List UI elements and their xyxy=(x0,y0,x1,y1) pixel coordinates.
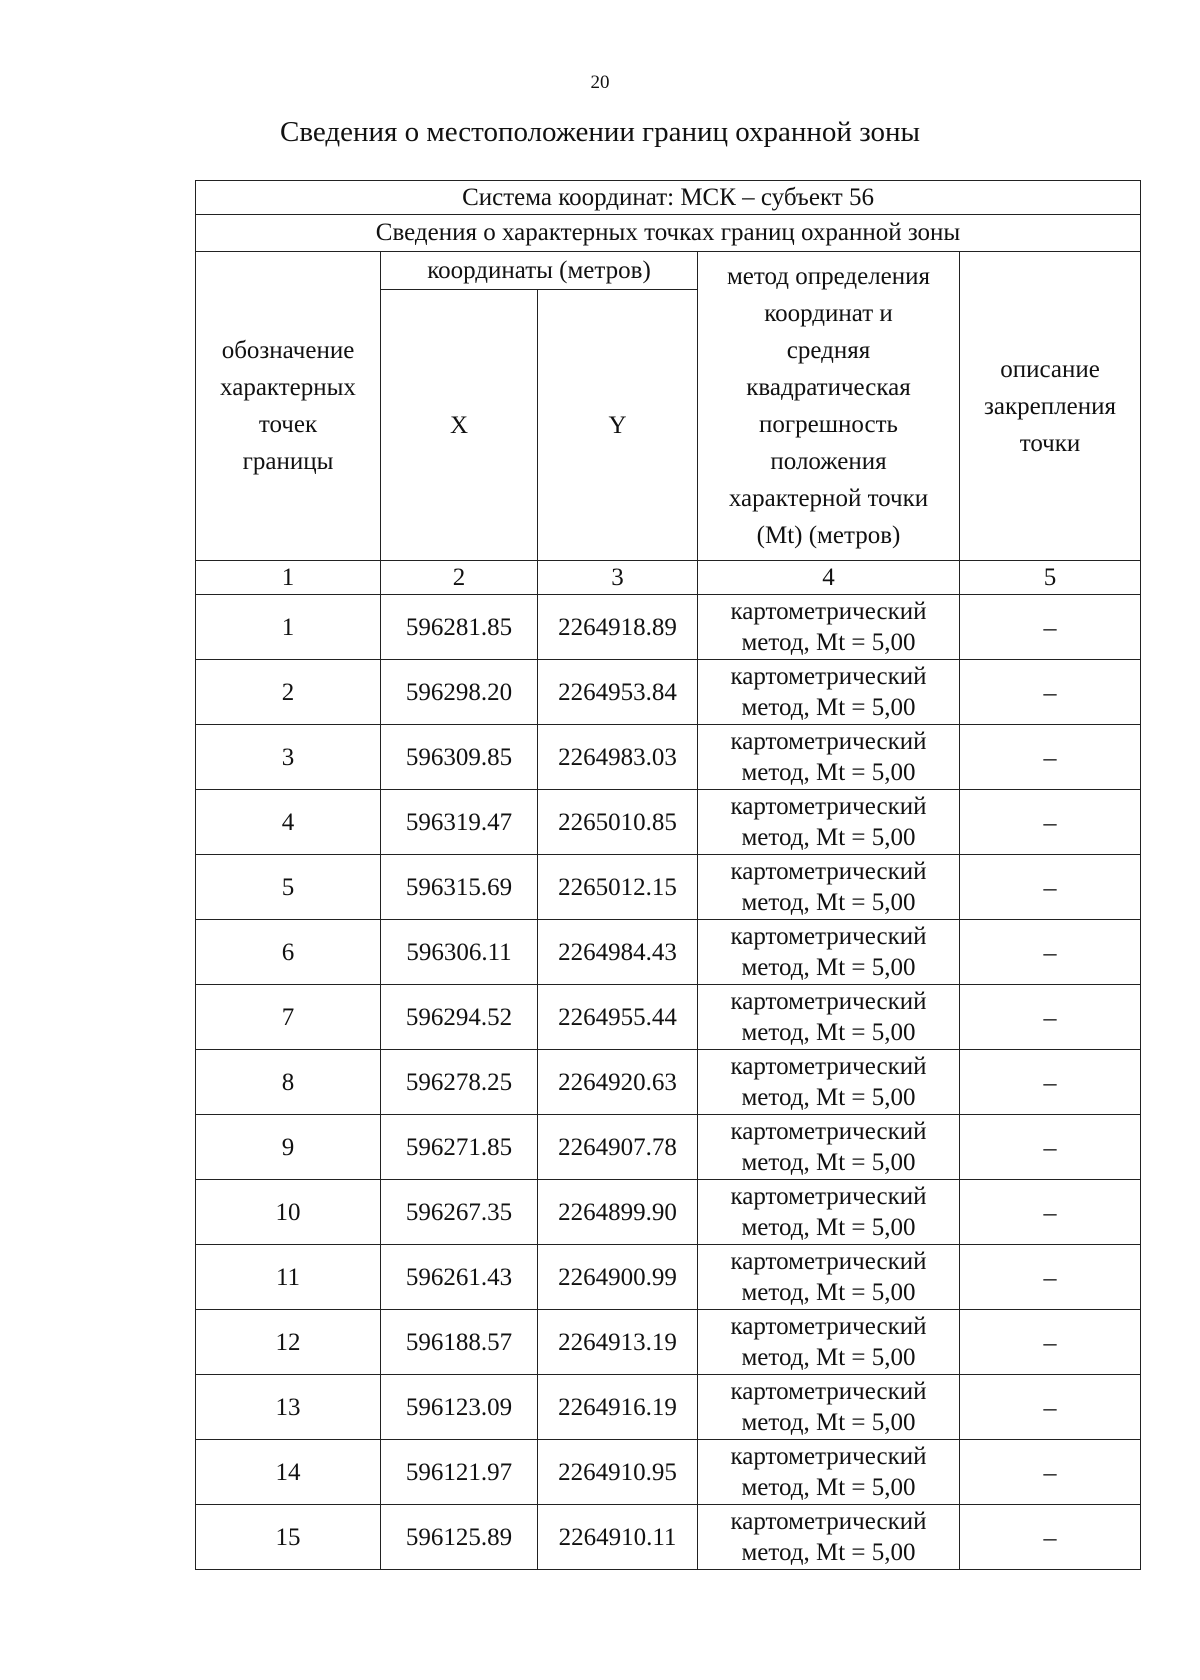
column-numbers-row xyxy=(196,561,1141,595)
method-line: картометрический xyxy=(730,1313,927,1340)
x-coordinate-cell: 596319.47 xyxy=(381,790,538,855)
x-coordinate-cell: 596267.35 xyxy=(381,1180,538,1245)
fixing-description-cell: – xyxy=(960,1180,1141,1245)
x-coordinate-cell: 596309.85 xyxy=(381,725,538,790)
y-coordinate-cell: 2264918.89 xyxy=(538,595,698,660)
x-coordinate-cell: 596125.89 xyxy=(381,1505,538,1570)
method-accuracy-line: метод, Mt = 5,00 xyxy=(741,1539,916,1566)
method-accuracy-line: метод, Mt = 5,00 xyxy=(741,759,916,786)
method-accuracy-line: метод, Mt = 5,00 xyxy=(741,1084,916,1111)
header-coordinates-group: координаты (метров) xyxy=(381,252,698,290)
x-coordinate-cell: 596298.20 xyxy=(381,660,538,725)
method-cell xyxy=(698,1505,960,1570)
header-y: Y xyxy=(538,290,698,561)
method-accuracy-line: метод, Mt = 5,00 xyxy=(741,824,916,851)
x-coordinate-cell: 596261.43 xyxy=(381,1245,538,1310)
header-text-line: положения xyxy=(770,448,887,475)
y-coordinate-cell: 2264920.63 xyxy=(538,1050,698,1115)
method-accuracy-line: метод, Mt = 5,00 xyxy=(741,1409,916,1436)
page-number: 20 xyxy=(590,72,610,93)
table-row xyxy=(196,1375,1141,1440)
header-row xyxy=(196,252,1141,290)
method-cell xyxy=(698,1115,960,1180)
method-cell xyxy=(698,725,960,790)
y-coordinate-cell: 2264913.19 xyxy=(538,1310,698,1375)
point-number-cell: 10 xyxy=(196,1180,381,1245)
column-number: 1 xyxy=(196,561,381,595)
method-accuracy-line: метод, Mt = 5,00 xyxy=(741,1214,916,1241)
table-row xyxy=(196,1050,1141,1115)
method-line: картометрический xyxy=(730,728,927,755)
point-number-cell: 14 xyxy=(196,1440,381,1505)
method-cell xyxy=(698,1375,960,1440)
fixing-description-cell: – xyxy=(960,1310,1141,1375)
header-text-line: границы xyxy=(242,448,334,475)
method-cell xyxy=(698,920,960,985)
header-text-line: квадратическая xyxy=(746,374,911,401)
table-row xyxy=(196,920,1141,985)
header-text-line: метод определения xyxy=(726,263,931,290)
method-cell xyxy=(698,1310,960,1375)
y-coordinate-cell: 2264984.43 xyxy=(538,920,698,985)
fixing-description-cell: – xyxy=(960,920,1141,985)
fixing-description-cell: – xyxy=(960,1245,1141,1310)
y-coordinate-cell: 2264910.95 xyxy=(538,1440,698,1505)
x-coordinate-cell: 596188.57 xyxy=(381,1310,538,1375)
header-fixing-description xyxy=(960,252,1141,561)
header-text-line: характерной точки xyxy=(728,485,929,512)
method-cell xyxy=(698,1245,960,1310)
y-coordinate-cell: 2264953.84 xyxy=(538,660,698,725)
y-coordinate-cell: 2264907.78 xyxy=(538,1115,698,1180)
table-row xyxy=(196,595,1141,660)
coordinates-table xyxy=(195,180,1141,1570)
section-title-cell: Сведения о характерных точках границ охранной зоны xyxy=(196,215,1141,252)
y-coordinate-cell: 2264910.11 xyxy=(538,1505,698,1570)
x-coordinate-cell: 596294.52 xyxy=(381,985,538,1050)
x-coordinate-cell: 596123.09 xyxy=(381,1375,538,1440)
x-coordinate-cell: 596281.85 xyxy=(381,595,538,660)
header-point-designation xyxy=(196,252,381,561)
column-number: 2 xyxy=(381,561,538,595)
method-accuracy-line: метод, Mt = 5,00 xyxy=(741,954,916,981)
y-coordinate-cell: 2264916.19 xyxy=(538,1375,698,1440)
point-number-cell: 2 xyxy=(196,660,381,725)
coordinate-system-cell: Система координат: МСК – субъект 56 xyxy=(196,181,1141,215)
method-line: картометрический xyxy=(730,793,927,820)
y-coordinate-cell: 2264955.44 xyxy=(538,985,698,1050)
section-title-row xyxy=(196,215,1141,252)
header-text-line: обозначение xyxy=(221,337,355,364)
x-coordinate-cell: 596121.97 xyxy=(381,1440,538,1505)
method-line: картометрический xyxy=(730,663,927,690)
method-line: картометрический xyxy=(730,1443,927,1470)
point-number-cell: 13 xyxy=(196,1375,381,1440)
header-x: X xyxy=(381,290,538,561)
method-line: картометрический xyxy=(730,1118,927,1145)
method-line: картометрический xyxy=(730,858,927,885)
fixing-description-cell: – xyxy=(960,1050,1141,1115)
coordinate-system-row xyxy=(196,181,1141,215)
x-coordinate-cell: 596315.69 xyxy=(381,855,538,920)
x-coordinate-cell: 596271.85 xyxy=(381,1115,538,1180)
point-number-cell: 12 xyxy=(196,1310,381,1375)
table-row xyxy=(196,1505,1141,1570)
fixing-description-cell: – xyxy=(960,1505,1141,1570)
x-coordinate-cell: 596306.11 xyxy=(381,920,538,985)
method-line: картометрический xyxy=(730,1053,927,1080)
table-row xyxy=(196,790,1141,855)
method-accuracy-line: метод, Mt = 5,00 xyxy=(741,629,916,656)
method-cell xyxy=(698,790,960,855)
method-accuracy-line: метод, Mt = 5,00 xyxy=(741,1019,916,1046)
header-text-line: погрешность xyxy=(759,411,898,438)
method-accuracy-line: метод, Mt = 5,00 xyxy=(741,1344,916,1371)
column-number: 5 xyxy=(960,561,1141,595)
point-number-cell: 7 xyxy=(196,985,381,1050)
document-title: Сведения о местоположении границ охранной зоны xyxy=(279,116,920,148)
point-number-cell: 8 xyxy=(196,1050,381,1115)
table-row xyxy=(196,660,1141,725)
table-row xyxy=(196,855,1141,920)
method-cell xyxy=(698,1440,960,1505)
header-text-line: описание xyxy=(1000,355,1100,383)
table-row xyxy=(196,1310,1141,1375)
header-text-line: точки xyxy=(1019,429,1081,457)
y-coordinate-cell: 2264983.03 xyxy=(538,725,698,790)
method-accuracy-line: метод, Mt = 5,00 xyxy=(741,694,916,721)
fixing-description-cell: – xyxy=(960,1440,1141,1505)
point-number-cell: 15 xyxy=(196,1505,381,1570)
header-text-line: координат и xyxy=(764,300,893,327)
method-line: картометрический xyxy=(730,1508,927,1535)
method-cell xyxy=(698,985,960,1050)
header-text-line: (Mt) (метров) xyxy=(756,522,901,549)
method-line: картометрический xyxy=(730,598,927,625)
fixing-description-cell: – xyxy=(960,725,1141,790)
method-line: картометрический xyxy=(730,1183,927,1210)
method-cell xyxy=(698,855,960,920)
method-cell xyxy=(698,1050,960,1115)
coordinates-table-wrapper xyxy=(195,180,1140,1570)
method-accuracy-line: метод, Mt = 5,00 xyxy=(741,889,916,916)
method-cell xyxy=(698,595,960,660)
table-row xyxy=(196,1245,1141,1310)
header-method xyxy=(698,252,960,561)
y-coordinate-cell: 2265012.15 xyxy=(538,855,698,920)
header-text-line: закрепления xyxy=(984,392,1116,420)
column-number: 4 xyxy=(698,561,960,595)
point-number-cell: 1 xyxy=(196,595,381,660)
fixing-description-cell: – xyxy=(960,595,1141,660)
fixing-description-cell: – xyxy=(960,855,1141,920)
x-coordinate-cell: 596278.25 xyxy=(381,1050,538,1115)
point-number-cell: 5 xyxy=(196,855,381,920)
fixing-description-cell: – xyxy=(960,1115,1141,1180)
point-number-cell: 9 xyxy=(196,1115,381,1180)
point-number-cell: 4 xyxy=(196,790,381,855)
method-cell xyxy=(698,660,960,725)
method-line: картометрический xyxy=(730,1378,927,1405)
y-coordinate-cell: 2265010.85 xyxy=(538,790,698,855)
fixing-description-cell: – xyxy=(960,1375,1141,1440)
header-text-line: точек xyxy=(258,411,318,438)
header-text-line: характерных xyxy=(220,374,356,401)
table-row xyxy=(196,1440,1141,1505)
table-row xyxy=(196,725,1141,790)
method-accuracy-line: метод, Mt = 5,00 xyxy=(741,1279,916,1306)
y-coordinate-cell: 2264900.99 xyxy=(538,1245,698,1310)
method-line: картометрический xyxy=(730,988,927,1015)
fixing-description-cell: – xyxy=(960,660,1141,725)
header-text-line: средняя xyxy=(786,337,871,364)
point-number-cell: 6 xyxy=(196,920,381,985)
column-number: 3 xyxy=(538,561,698,595)
point-number-cell: 3 xyxy=(196,725,381,790)
table-row xyxy=(196,1115,1141,1180)
method-line: картометрический xyxy=(730,1248,927,1275)
y-coordinate-cell: 2264899.90 xyxy=(538,1180,698,1245)
point-number-cell: 11 xyxy=(196,1245,381,1310)
fixing-description-cell: – xyxy=(960,985,1141,1050)
method-line: картометрический xyxy=(730,923,927,950)
table-row xyxy=(196,1180,1141,1245)
method-cell xyxy=(698,1180,960,1245)
table-row xyxy=(196,985,1141,1050)
fixing-description-cell: – xyxy=(960,790,1141,855)
method-accuracy-line: метод, Mt = 5,00 xyxy=(741,1474,916,1501)
method-accuracy-line: метод, Mt = 5,00 xyxy=(741,1149,916,1176)
